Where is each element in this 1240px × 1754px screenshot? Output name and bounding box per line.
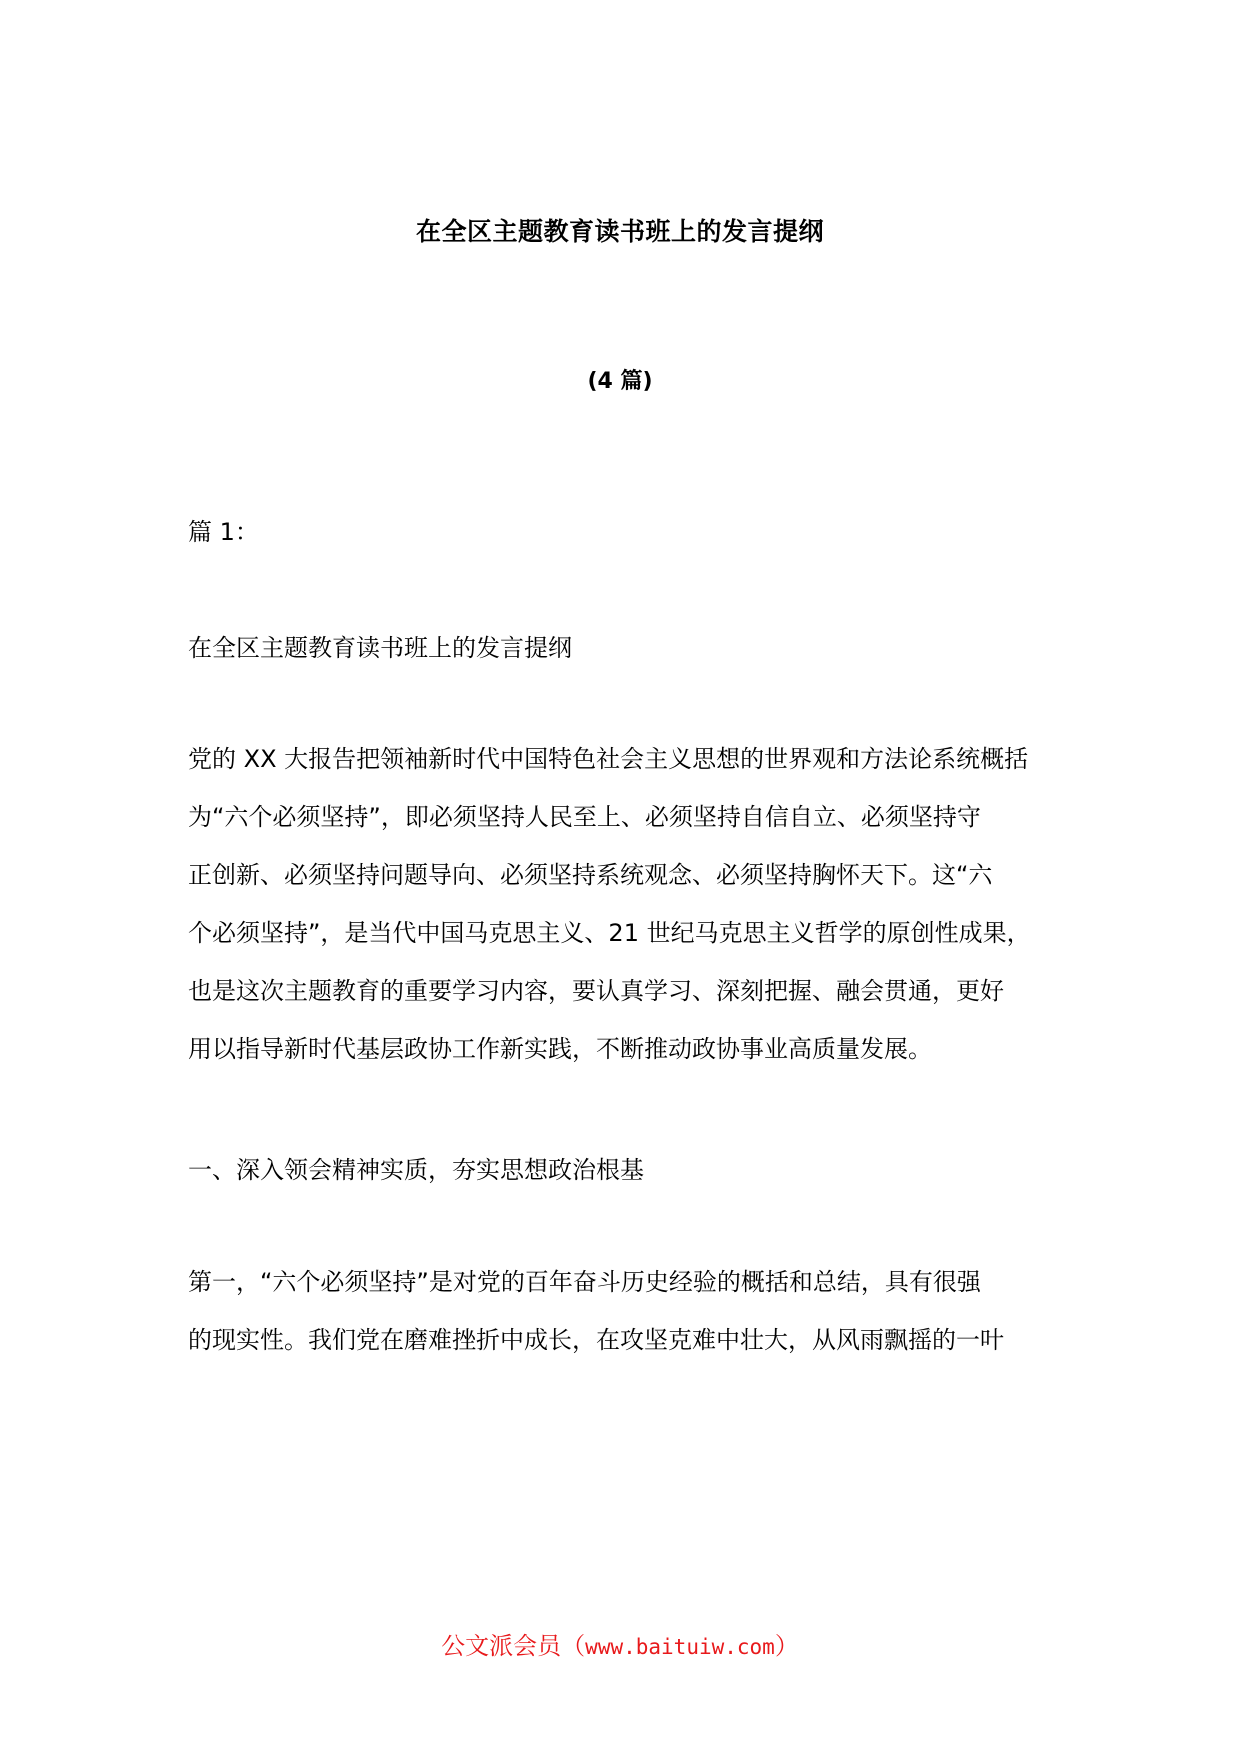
paragraph-line: 也是这次主题教育的重要学习内容，要认真学习、深刻把握、融会贯通，更好 xyxy=(188,977,1004,1005)
paragraph-line: 的现实性。我们党在磨难挫折中成长，在攻坚克难中壮大，从风雨飘摇的一叶 xyxy=(188,1326,1004,1354)
paragraph-2 xyxy=(188,1253,1078,1369)
paragraph-1 xyxy=(188,730,1078,1078)
document-subtitle: (4 篇) xyxy=(587,369,653,394)
footer-url[interactable]: www.baituiw.com xyxy=(585,1635,775,1659)
paragraph-line: 为“六个必须坚持”，即必须坚持人民至上、必须坚持自信自立、必须坚持守 xyxy=(188,803,981,831)
footer-prefix: 公文派会员（ xyxy=(441,1632,586,1660)
section-label: 篇 1： xyxy=(188,518,259,546)
footer-suffix: ） xyxy=(774,1632,799,1660)
paragraph-line: 用以指导新时代基层政协工作新实践，不断推动政协事业高质量发展。 xyxy=(188,1035,932,1063)
document-title: 在全区主题教育读书班上的发言提纲 xyxy=(415,217,824,246)
paragraph-line: 第一，“六个必须坚持”是对党的百年奋斗历史经验的概括和总结，具有很强 xyxy=(188,1268,981,1296)
paragraph-line: 个必须坚持”，是当代中国马克思主义、21 世纪马克思主义哲学的原创性成果， xyxy=(188,919,1031,947)
paragraph-line: 党的 XX 大报告把领袖新时代中国特色社会主义思想的世界观和方法论系统概括 xyxy=(188,745,1029,773)
footer-watermark xyxy=(0,1626,1240,1661)
article-title: 在全区主题教育读书班上的发言提纲 xyxy=(188,634,572,662)
section-heading: 一、深入领会精神实质，夯实思想政治根基 xyxy=(188,1156,644,1184)
paragraph-line: 正创新、必须坚持问题导向、必须坚持系统观念、必须坚持胸怀天下。这“六 xyxy=(188,861,993,889)
